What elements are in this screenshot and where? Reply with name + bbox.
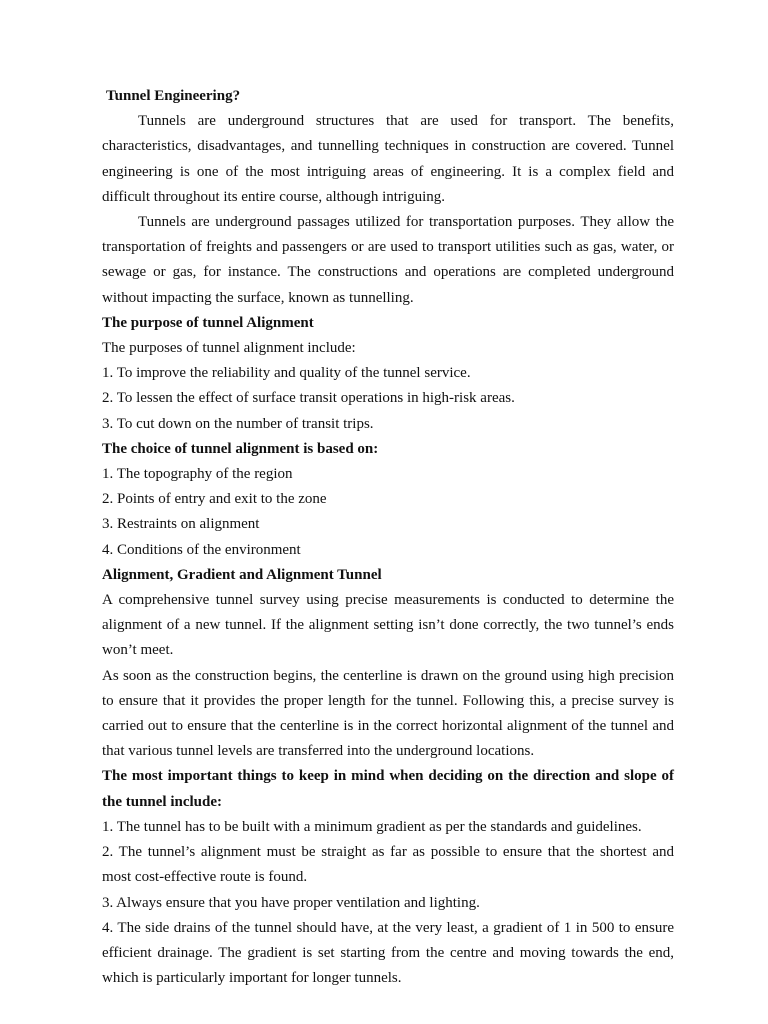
intro-paragraph-1: Tunnels are underground structures that are used for transport. The benefits, characteristics, disadvantages, and tunnelling techniques in construction are covered. Tunnel engineering is one of the most intriguing areas of engineering. It is a complex field and difficult throughout its entire course, although intriguing. [102,113,674,205]
document-page [102,84,674,991]
purpose-item-3: 3. To cut down on the number of transit trips. [102,415,374,432]
choice-item-1: 1. The topography of the region [102,466,293,483]
purpose-item-1: 1. To improve the reliability and quality of the tunnel service. [102,365,471,382]
purpose-lead: The purposes of tunnel alignment include: [102,340,356,357]
intro-paragraph-2: Tunnels are underground passages utilized for transportation purposes. They allow the transportation of freights and passengers or are used to transport utilities such as gas, water, or sewage or gas, for instance. The constructions and operations are completed underground without impacting the surface, known as tunnelling. [102,214,674,306]
choice-item-2: 2. Points of entry and exit to the zone [102,491,327,508]
choice-item-3: 3. Restraints on alignment [102,516,260,533]
important-heading: The most important things to keep in mind when deciding on the direction and slope of the tunnel include: [102,768,674,810]
alignment-paragraph-2: As soon as the construction begins, the centerline is drawn on the ground using high precision to ensure that it provides the proper length for the tunnel. Following this, a precise survey is carried out to ensure that the centerline is in the correct horizontal alignment of the tunnel and that various tunnel levels are transferred into the underground locations. [102,667,674,760]
important-item-1: 1. The tunnel has to be built with a minimum gradient as per the standards and guidelines. [102,818,642,835]
important-item-2: 2. The tunnel’s alignment must be straight as far as possible to ensure that the shortest and most cost-effective route is found. [102,844,674,886]
choice-heading: The choice of tunnel alignment is based on: [102,440,379,457]
purpose-item-2: 2. To lessen the effect of surface transit operations in high-risk areas. [102,390,515,407]
document-title: Tunnel Engineering? [106,88,241,104]
alignment-paragraph-1: A comprehensive tunnel survey using precise measurements is conducted to determine the alignment of a new tunnel. If the alignment setting isn’t done correctly, the two tunnel’s ends won’t meet. [102,592,674,659]
choice-item-4: 4. Conditions of the environment [102,541,301,558]
purpose-heading: The purpose of tunnel Alignment [102,314,314,331]
important-item-4: 4. The side drains of the tunnel should have, at the very least, a gradient of 1 in 500 to ensure efficient drainage. The gradient is set starting from the centre and moving towards the end, which is particularly important for longer tunnels. [102,919,674,987]
alignment-heading: Alignment, Gradient and Alignment Tunnel [102,566,382,583]
important-item-3: 3. Always ensure that you have proper ventilation and lighting. [102,894,480,911]
